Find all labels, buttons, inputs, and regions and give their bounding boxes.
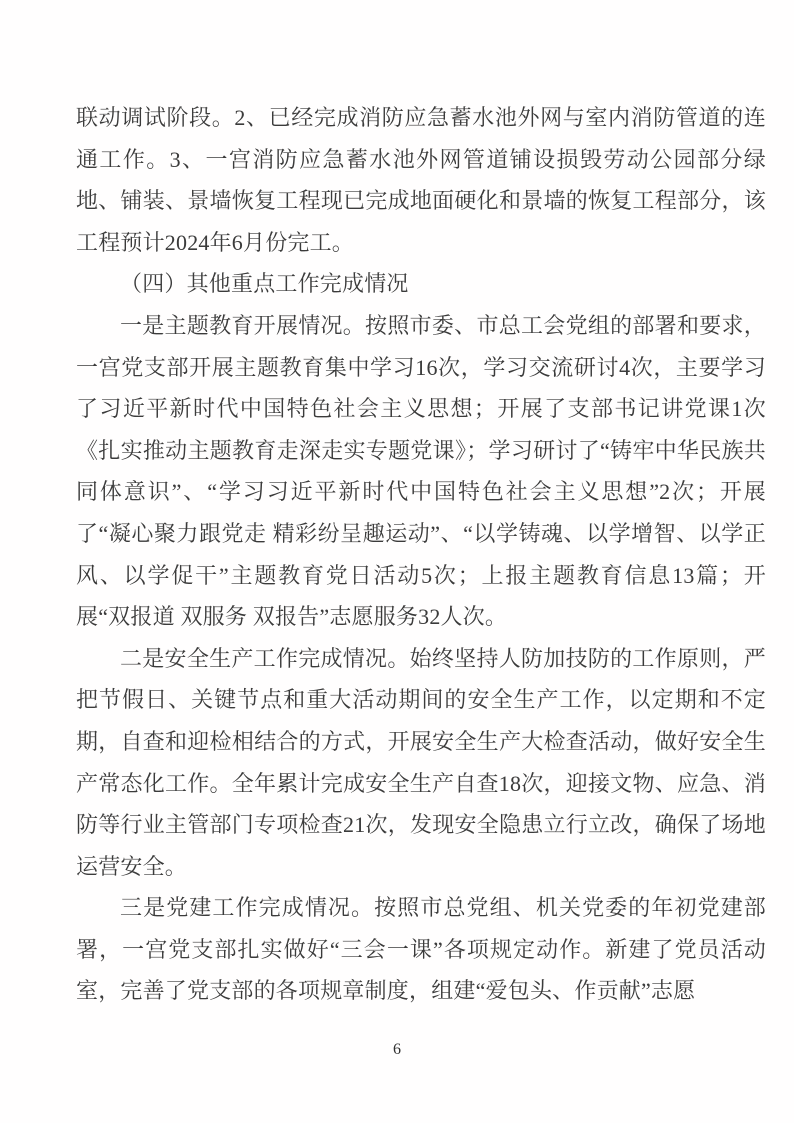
paragraph-continuation: 联动调试阶段。2、已经完成消防应急蓄水池外网与室内消防管道的连通工作。3、一宫消防应急蓄水池外网管道铺设损毁劳动公园部分绿地、铺装、景墙恢复工程现已完成地面硬化和景墙的恢复工程部分，该工程预计2024年6月份完工。 — [76, 105, 766, 255]
document-body — [76, 97, 766, 1012]
section-heading: （四）其他重点工作完成情况 — [120, 271, 409, 297]
page-footer — [0, 1040, 794, 1060]
paragraph-safety-production: 二是安全生产工作完成情况。始终坚持人防加技防的工作原则，严把节假日、关键节点和重大活动期间的安全生产工作，以定期和不定期，自查和迎检相结合的方式，开展安全生产大检查活动，做好安全生产常态化工作。全年累计完成安全生产自查18次，迎接文物、应急、消防等行业主管部门专项检查21次，发现安全隐患立行立改，确保了场地运营安全。 — [76, 645, 766, 879]
paragraph-theme-education: 一是主题教育开展情况。按照市委、市总工会党组的部署和要求，一宫党支部开展主题教育集中学习16次，学习交流研讨4次，主要学习了习近平新时代中国特色社会主义思想；开展了支部书记讲党课1次《扎实推动主题教育走深走实专题党课》；学习研讨了“铸牢中华民族共同体意识”、“学习习近平新时代中国特色社会主义思想”2次；开展了“凝心聚力跟党走 精彩纷呈趣运动”、“以学铸魂、以学增智、以学正风、以学促干”主题教育党日活动5次；上报主题教育信息13篇；开展“双报道 双服务 双报告”志愿服务32人次。 — [76, 312, 766, 630]
paragraph-party-building: 三是党建工作完成情况。按照市总党组、机关党委的年初党建部署，一宫党支部扎实做好“三会一课”各项规定动作。新建了党员活动室，完善了党支部的各项规章制度，组建“爱包头、作贡献”志愿 — [76, 895, 766, 1004]
page-number: 6 — [393, 1041, 401, 1058]
